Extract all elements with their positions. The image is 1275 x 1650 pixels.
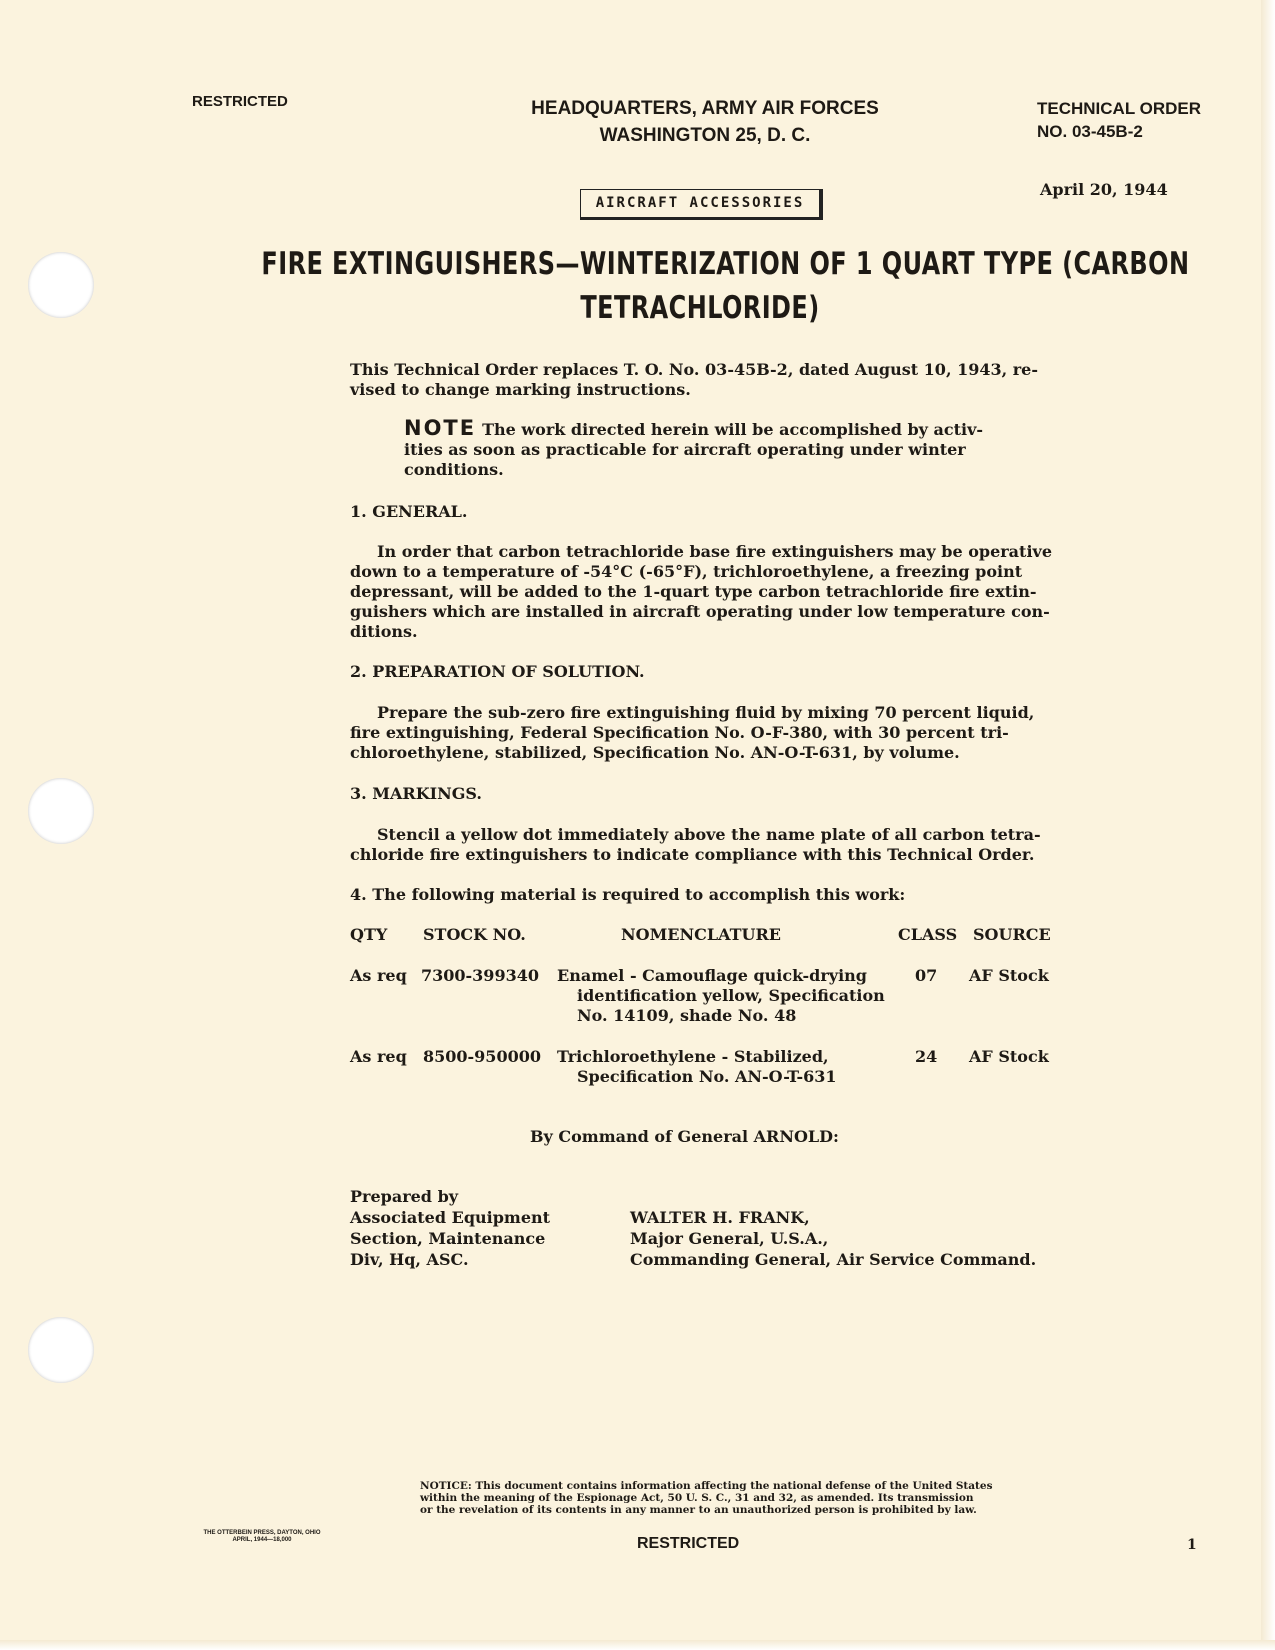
printer-line: THE OTTERBEIN PRESS, DAYTON, OHIO xyxy=(203,1530,321,1536)
title-line-1: FIRE EXTINGUISHERS—WINTERIZATION OF 1 QUART TYPE (CARBON xyxy=(261,246,1190,282)
table-header-source: SOURCE xyxy=(973,925,1051,944)
notice-line: NOTICE: This document contains information affecting the national defense of the United States xyxy=(420,1480,993,1492)
page-number: 1 xyxy=(1187,1537,1197,1553)
section-heading-material: 4. The following material is required to accomplish this work: xyxy=(350,885,906,904)
hq-line-2: WASHINGTON 25, D. C. xyxy=(599,125,811,146)
note-block xyxy=(404,418,1004,480)
table-cell-stock: 8500-950000 xyxy=(423,1047,541,1066)
section-markings-body xyxy=(350,825,1050,865)
section-heading-markings: 3. MARKINGS. xyxy=(350,784,482,803)
table-cell-source: AF Stock xyxy=(969,966,1049,985)
nomenclature-line: Enamel - Camouflage quick-drying xyxy=(557,966,867,985)
note-line: ities as soon as practicable for aircraft operating under winter xyxy=(404,440,966,459)
restricted-marking-bottom: RESTRICTED xyxy=(637,1535,740,1552)
body-line: guishers which are installed in aircraft operating under low temperature con- xyxy=(350,602,1050,621)
body-line: In order that carbon tetrachloride base fire extinguishers may be operative xyxy=(377,542,1052,561)
issue-date: April 20, 1944 xyxy=(1040,180,1168,199)
note-label: NOTE xyxy=(404,416,477,440)
signature-line: Commanding General, Air Service Command. xyxy=(630,1250,1037,1269)
body-line: down to a temperature of -54°C (-65°F), trichloroethylene, a freezing point xyxy=(350,562,1023,581)
table-cell-class: 24 xyxy=(915,1047,938,1066)
nomenclature-line: Trichloroethylene - Stabilized, xyxy=(557,1047,829,1066)
paper-edge xyxy=(1261,0,1275,1650)
hq-line-1: HEADQUARTERS, ARMY AIR FORCES xyxy=(531,98,879,119)
table-cell-nomenclature xyxy=(557,966,885,1026)
command-line: By Command of General ARNOLD: xyxy=(530,1127,839,1146)
intro-line: vised to change marking instructions. xyxy=(350,380,691,399)
category-box: AIRCRAFT ACCESSORIES xyxy=(580,189,823,220)
espionage-notice xyxy=(420,1480,993,1516)
table-cell-class: 07 xyxy=(915,966,938,985)
printer-imprint xyxy=(182,1530,342,1544)
body-line: Prepare the sub-zero fire extinguishing fluid by mixing 70 percent liquid, xyxy=(377,703,1035,722)
technical-order-number xyxy=(1037,97,1201,143)
signature-line: WALTER H. FRANK, xyxy=(630,1208,810,1227)
body-line: depressant, will be added to the 1-quart type carbon tetrachloride fire extin- xyxy=(350,582,1037,601)
prepared-line: Associated Equipment xyxy=(350,1208,551,1227)
prepared-line: Div, Hq, ASC. xyxy=(350,1250,469,1269)
punch-hole xyxy=(28,1317,94,1383)
nomenclature-line: Specification No. AN-O-T-631 xyxy=(577,1067,837,1086)
body-line: fire extinguishing, Federal Specification No. O-F-380, with 30 percent tri- xyxy=(350,723,1009,742)
intro-line: This Technical Order replaces T. O. No. 03-45B-2, dated August 10, 1943, re- xyxy=(350,360,1038,379)
table-header-stock: STOCK NO. xyxy=(423,925,526,944)
document-title xyxy=(261,242,1190,330)
prepared-by-block xyxy=(350,1186,550,1270)
table-cell-qty: As req xyxy=(350,1047,407,1066)
notice-line: or the revelation of its contents in any manner to an unauthorized person is prohibited by law. xyxy=(420,1504,977,1516)
signature-line: Major General, U.S.A., xyxy=(630,1229,829,1248)
table-header-class: CLASS xyxy=(898,925,958,944)
table-cell-nomenclature xyxy=(557,1047,836,1087)
note-line: The work directed herein will be accomplished by activ- xyxy=(482,420,984,439)
body-line: ditions. xyxy=(350,622,418,641)
notice-line: within the meaning of the Espionage Act, 50 U. S. C., 31 and 32, as amended. Its transmission xyxy=(420,1492,974,1504)
table-cell-qty: As req xyxy=(350,966,407,985)
printer-line: APRIL, 1944—18,000 xyxy=(232,1537,292,1543)
punch-hole xyxy=(28,252,94,318)
restricted-marking-top: RESTRICTED xyxy=(192,93,288,110)
issuing-authority xyxy=(470,95,940,149)
table-cell-stock: 7300-399340 xyxy=(421,966,539,985)
prepared-line: Prepared by xyxy=(350,1187,459,1206)
section-heading-preparation: 2. PREPARATION OF SOLUTION. xyxy=(350,662,645,681)
section-general-body xyxy=(350,542,1050,642)
punch-hole xyxy=(28,778,94,844)
nomenclature-line: No. 14109, shade No. 48 xyxy=(577,1006,797,1025)
body-line: chloride fire extinguishers to indicate compliance with this Technical Order. xyxy=(350,845,1035,864)
title-line-2: TETRACHLORIDE) xyxy=(580,290,820,326)
note-line: conditions. xyxy=(404,460,504,479)
body-line: chloroethylene, stabilized, Specification No. AN-O-T-631, by volume. xyxy=(350,743,960,762)
section-heading-general: 1. GENERAL. xyxy=(350,502,468,521)
table-header-nomenclature: NOMENCLATURE xyxy=(621,925,781,944)
body-line: Stencil a yellow dot immediately above the name plate of all carbon tetra- xyxy=(377,825,1041,844)
intro-paragraph xyxy=(350,360,1050,400)
section-preparation-body xyxy=(350,703,1050,763)
signature-block xyxy=(630,1207,1036,1270)
nomenclature-line: identification yellow, Specification xyxy=(577,986,885,1005)
table-cell-source: AF Stock xyxy=(969,1047,1049,1066)
to-line-2: NO. 03-45B-2 xyxy=(1037,122,1143,141)
table-header-qty: QTY xyxy=(350,925,388,944)
prepared-line: Section, Maintenance xyxy=(350,1229,546,1248)
paper-edge xyxy=(0,1640,1275,1650)
to-line-1: TECHNICAL ORDER xyxy=(1037,99,1202,118)
